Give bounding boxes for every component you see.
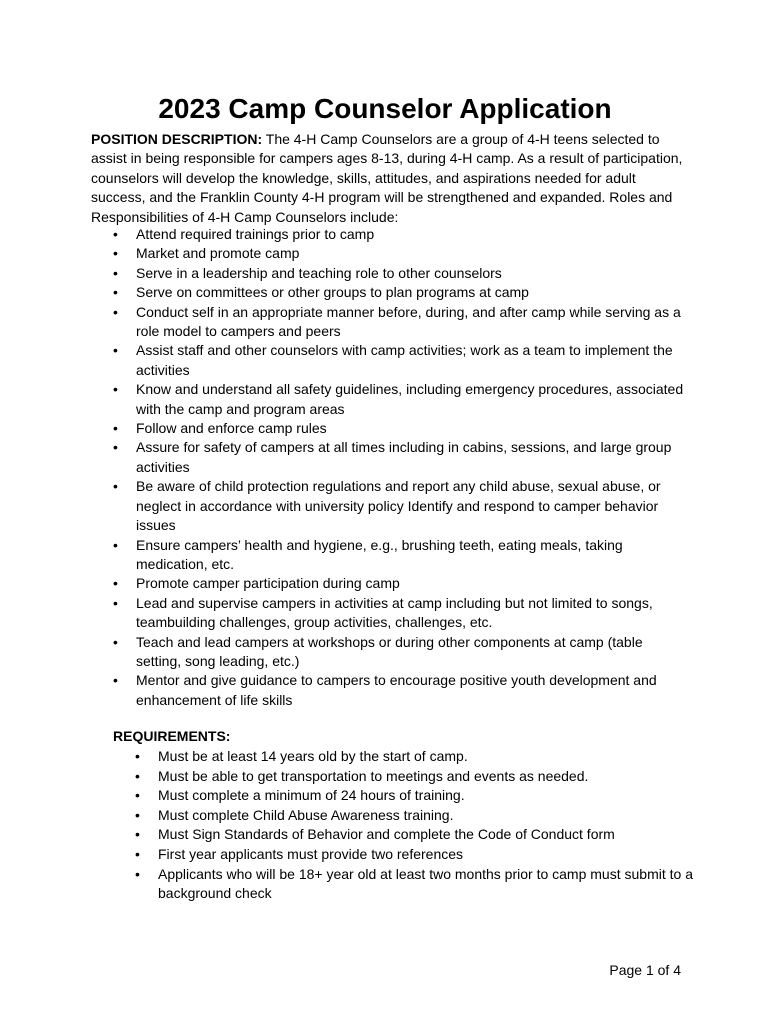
list-item <box>91 303 691 342</box>
list-item-text: Lead and supervise campers in activities at camp including but not limited to songs, teambuilding challenges, group activities, challenges, etc. <box>136 594 653 631</box>
list-item <box>91 264 691 283</box>
bullet-icon: • <box>113 478 118 495</box>
list-item <box>91 283 691 302</box>
list-item-text: Must be able to get transportation to meetings and events as needed. <box>158 767 589 784</box>
bullet-icon: • <box>135 806 140 823</box>
list-item-text: Be aware of child protection regulations and report any child abuse, sexual abuse, or neglect in accordance with university policy Identify and respond to camper behavior issues <box>136 478 661 534</box>
list-item-text: Must be at least 14 years old by the start of camp. <box>158 748 468 764</box>
list-item <box>91 341 691 380</box>
list-item <box>91 536 691 575</box>
bullet-icon: • <box>135 865 140 882</box>
list-item <box>91 244 691 263</box>
position-description-text: The 4-H Camp Counselors are a group of 4-H teens selected to assist in being responsible for campers ages 8-13, during 4-H camp. As a result of participation, counselors will develop the knowledge, skills, attitudes, and aspirations needed for adult success, and the Franklin County 4-H program will be strengthened and expanded. Roles and Responsibilities of 4-H Camp Counselors include: <box>91 131 683 225</box>
bullet-icon: • <box>113 226 118 242</box>
list-item-text: Promote camper participation during camp <box>136 575 400 592</box>
bullet-icon: • <box>113 633 118 650</box>
list-item <box>113 845 693 865</box>
page-title: 2023 Camp Counselor Application <box>158 93 612 124</box>
bullet-icon: • <box>113 381 118 398</box>
requirements-heading: REQUIREMENTS: <box>113 728 231 744</box>
list-item <box>91 671 691 710</box>
bullet-icon: • <box>135 787 140 804</box>
list-item <box>113 825 693 845</box>
list-item-text: Applicants who will be 18+ year old at least two months prior to camp must submit to a background check <box>158 865 693 902</box>
bullet-icon: • <box>113 342 118 359</box>
bullet-icon: • <box>113 439 118 456</box>
position-description-label: POSITION DESCRIPTION: <box>91 131 263 147</box>
list-item-text: Conduct self in an appropriate manner before, during, and after camp while serving as a role model to campers and peers <box>136 303 681 340</box>
bullet-icon: • <box>113 245 118 262</box>
bullet-icon: • <box>113 264 118 281</box>
list-item <box>113 767 693 787</box>
list-item <box>91 633 691 672</box>
list-item <box>91 380 691 419</box>
bullet-icon: • <box>113 536 118 553</box>
position-description <box>91 130 691 227</box>
list-item-text: Attend required trainings prior to camp <box>136 226 375 242</box>
list-item <box>91 477 691 535</box>
bullet-icon: • <box>135 748 140 764</box>
bullet-icon: • <box>135 845 140 862</box>
list-item-text: Mentor and give guidance to campers to encourage positive youth development and enhancement of life skills <box>136 672 657 708</box>
list-item-text: Serve on committees or other groups to plan programs at camp <box>136 284 529 301</box>
list-item <box>91 419 691 438</box>
list-item-text: Follow and enforce camp rules <box>136 420 327 437</box>
list-item-text: Teach and lead campers at workshops or during other components at camp (table setting, song leading, etc.) <box>136 633 643 669</box>
list-item-text: Must Sign Standards of Behavior and complete the Code of Conduct form <box>158 826 615 843</box>
roles-list <box>91 225 691 710</box>
page-number: Page 1 of 4 <box>609 962 681 978</box>
list-item-text: Must complete a minimum of 24 hours of training. <box>158 787 465 804</box>
list-item <box>91 438 691 477</box>
list-item-text: Market and promote camp <box>136 245 300 262</box>
list-item-text: First year applicants must provide two references <box>158 845 464 862</box>
list-item <box>91 225 691 244</box>
bullet-icon: • <box>135 826 140 843</box>
requirements-list <box>113 747 693 904</box>
list-item <box>113 806 693 826</box>
list-item <box>113 786 693 806</box>
bullet-icon: • <box>113 420 118 437</box>
bullet-icon: • <box>113 594 118 611</box>
bullet-icon: • <box>135 767 140 784</box>
list-item-text: Assist staff and other counselors with camp activities; work as a team to implement the activities <box>136 342 673 378</box>
list-item-text: Serve in a leadership and teaching role to other counselors <box>136 264 502 281</box>
list-item-text: Assure for safety of campers at all times including in cabins, sessions, and large group activities <box>136 439 672 475</box>
list-item-text: Must complete Child Abuse Awareness training. <box>158 806 454 823</box>
bullet-icon: • <box>113 284 118 301</box>
list-item <box>91 574 691 593</box>
bullet-icon: • <box>113 672 118 689</box>
list-item-text: Ensure campers’ health and hygiene, e.g., brushing teeth, eating meals, taking medication, etc. <box>136 536 623 572</box>
bullet-icon: • <box>113 303 118 320</box>
list-item <box>113 865 693 904</box>
list-item-text: Know and understand all safety guidelines, including emergency procedures, associated with the camp and program areas <box>136 381 684 417</box>
list-item <box>113 747 693 767</box>
list-item <box>91 594 691 633</box>
bullet-icon: • <box>113 575 118 592</box>
